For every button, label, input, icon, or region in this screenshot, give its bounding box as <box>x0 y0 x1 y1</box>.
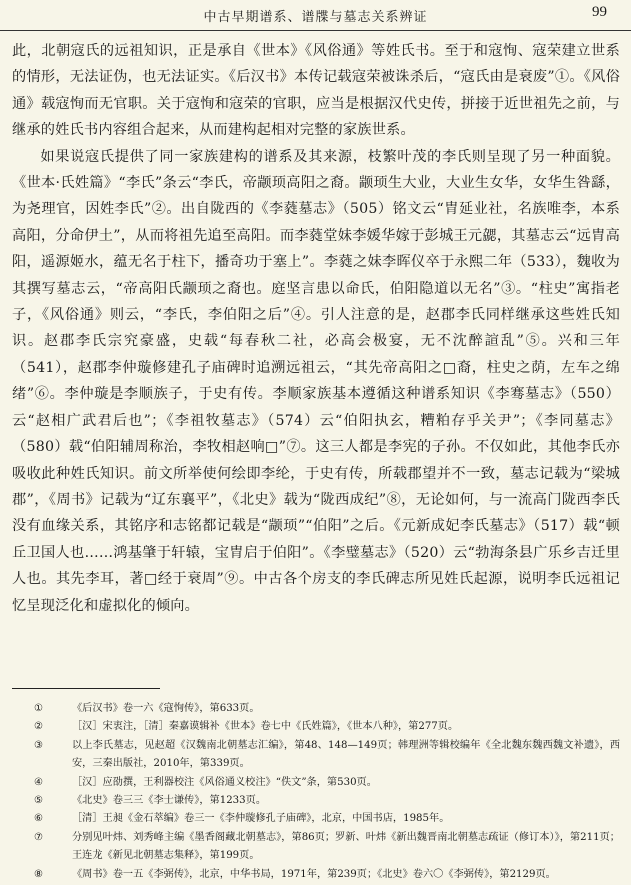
footnote-text: ［清］王昶《金石萃编》卷三一《李仲璇修孔子庙碑》，北京，中国书店，1985年。 <box>72 813 450 825</box>
paragraph-1: 此，北朝寇氏的远祖知识，正是承自《世本》《风俗通》等姓氏书。至于和寇恂、寇荣建立世系的情形，无法证伪，也无法证实。《后汉书》本传记载寇荣被诛杀后，“寇氏由是衰废”①。《风俗通》载寇恂而无官职。关于寇恂和寇荣的官职，应当是根据汉代史传，拼接于近世祖先之前，与继承的姓氏书内容组合起来，从而建构起相对完整的家族世系。 <box>12 43 620 139</box>
footnote-text: 分别见叶炜、刘秀峰主编《墨香阁藏北朝墓志》，第86页；罗新、叶炜《新出魏晋南北朝墓志疏证（修订本）》，第211页；王连龙《新见北朝墓志集释》，第199页。 <box>72 831 620 862</box>
footnote-6 <box>12 810 620 828</box>
footnote-divider <box>12 688 160 689</box>
running-title: 中古早期谱系、谱牒与墓志关系辨证 <box>203 10 428 25</box>
footnote-marker: ② <box>34 721 44 733</box>
footnote-marker: ③ <box>34 739 44 751</box>
footnote-marker: ④ <box>34 776 44 788</box>
footnotes <box>12 700 620 884</box>
footnote-2 <box>12 718 620 736</box>
footnote-1 <box>12 700 620 718</box>
footnote-text: ［汉］宋衷注，［清］秦嘉谟辑补《世本》卷七中《氏姓篇》，《世本八种》，第277页。 <box>72 721 459 733</box>
footnote-text: 《后汉书》卷一六《寇恂传》，第633页。 <box>72 703 260 714</box>
footnote-marker: ⑥ <box>34 813 44 825</box>
paragraph-2: 如果说寇氏提供了同一家族建构的谱系及其来源，枝繁叶茂的李氏则呈现了另一种面貌。《世本·氏姓篇》“李氏”条云“李氏，帝颛顼高阳之裔。颛顼生大业，大业生女华，女华生咎繇，为尧理官，因姓李氏”②。出自陇西的《李蕤墓志》（505）铭文云“胄延业社，名族唯李，本系高阳，分命伊土”，从而将祖先追至高阳。而李蕤堂妹李媛华嫁于彭城王元勰，其墓志云“远胄高阳，遥源姬水，蕴无名于柱下，播奇功于塞上”。李蕤之妹李晖仪卒于永熙二年（533），魏收为其撰写墓志云，“帝高阳氏颛顼之裔也。庭坚言患以命氏，伯阳隐道以无名”③。“柱史”寓指老子，《风俗通》则云，“李氏，李伯阳之后”④。引人注意的是，赵郡李氏同样继承这些姓氏知识。赵郡李氏宗究豪盛，史载“每春秋二社，必高会极宴，无不沈醉諠乱”⑤。兴和三年（541），赵郡李仲璇修建孔子庙碑时追溯远祖云，“其先帝高阳之□裔，柱史之荫，左车之绵绪”⑥。李仲璇是李顺族子，于史有传。李顺家族基本遵循这种谱系知识《李骞墓志》（550）云“赵相广武君后也”；《李祖牧墓志》（574）云“伯阳执玄，糟粕存乎关尹”；《李同墓志》（580）载“伯阳辅周称治，李牧相赵响□”⑦。这三人都是李宪的子孙。不仅如此，其他李氏亦吸收此种姓氏知识。前文所举使何绘即李纶，于史有传，所载郡望并不一致，墓志记载为“梁城郡”，《周书》记载为“辽东襄平”，《北史》载为“陇西成纪”⑧，无论如何，与一流高门陇西李氏没有血缘关系，其铭序和志铭都记载是“颛顼”“伯阳”之后。《元新成妃李氏墓志》（517）载“顿丘卫国人也……鸿基肇于轩辕，宝胄启于伯阳”。《李璧墓志》（520）云“勃海条县广乐乡吉迁里人也。其先李耳，著□经于衰周”⑨。中古各个房支的李氏碑志所见姓氏起源，说明李氏远祖记忆呈现泛化和虚拟化的倾向。 <box>12 148 620 614</box>
footnote-marker: ⑦ <box>34 831 44 843</box>
footnote-marker: ① <box>34 703 44 714</box>
footnote-text: 《北史》卷三三《李士谦传》，第1233页。 <box>72 795 267 807</box>
footnote-text: ［汉］应劭撰，王利器校注《风俗通义校注》“佚文”条，第530页。 <box>72 776 377 788</box>
footnote-5 <box>12 792 620 810</box>
footnote-4 <box>12 774 620 792</box>
page-number: 99 <box>592 4 607 20</box>
footnote-text: 《周书》卷一五《李弼传》，北京，中华书局，1971年，第239页；《北史》卷六〇《李弼传》，第2129页。 <box>72 868 556 880</box>
footnote-marker: ⑧ <box>34 868 44 880</box>
footnote-marker: ⑤ <box>34 795 44 807</box>
footnote-7 <box>12 829 620 866</box>
footnote-8 <box>12 866 620 884</box>
footnote-3 <box>12 737 620 774</box>
main-text <box>12 38 620 619</box>
footnote-text: 以上李氏墓志，见赵超《汉魏南北朝墓志汇编》，第48、148—149页；韩理洲等辑校编年《全北魏东魏西魏文补遗》，西安，三秦出版社，2010年，第339页。 <box>72 739 620 770</box>
page-header <box>0 0 631 31</box>
